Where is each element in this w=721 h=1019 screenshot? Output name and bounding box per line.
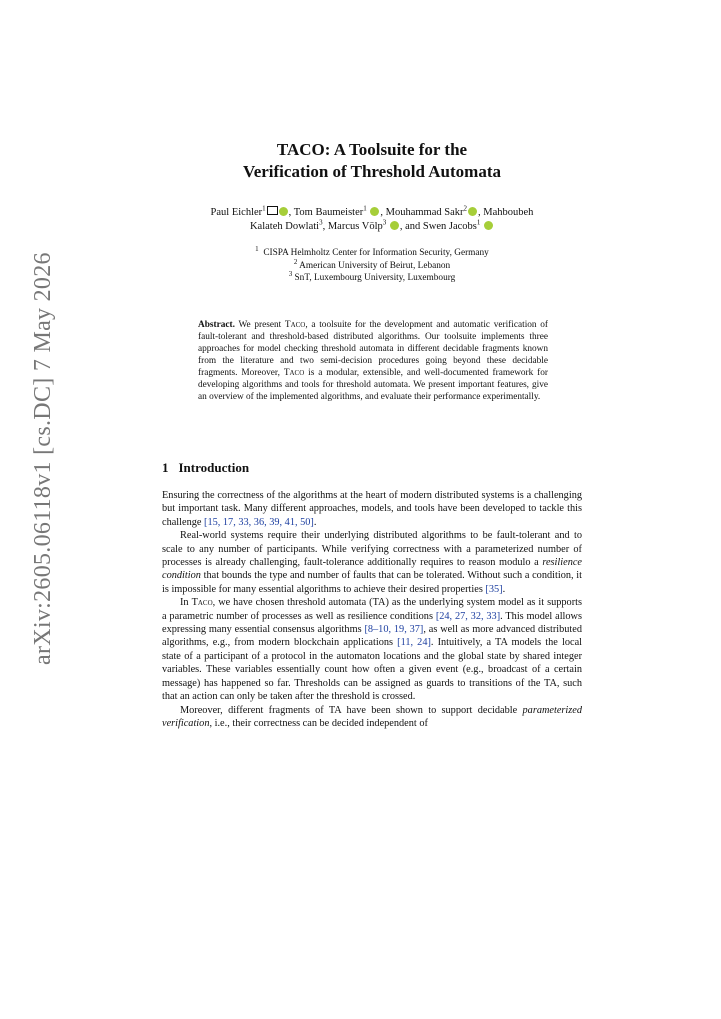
abstract-label: Abstract. [198,320,235,330]
orcid-icon[interactable] [370,207,379,216]
author-name: Marcus Völp [327,221,383,232]
section-heading [162,460,249,476]
paragraph-2: Real-world systems require their underlying distributed algorithms to be fault-tolerant and to scale to any number of participants. While verifying correctness with a parameterized number of processes is already challenging, fault-tolerance additionally requires to reason modulo a resilience condition that bounds the type and number of faults that can be tolerated. Without such a condition, it is impossible for many essential algorithms to achieve their desired properties [35]. [162,530,582,595]
author-name: Tom Baumeister [293,207,364,218]
orcid-icon[interactable] [279,207,288,216]
section-title: Introduction [178,460,250,475]
author-name: Mahboubeh [483,207,534,218]
author-name: Mouhammad Sakr [385,207,464,218]
abstract: Abstract. We present Taco, a toolsuite for the development and automatic verification of fault-tolerant and threshold-based distributed algorithms. Our toolsuite implements three approaches for model checking threshold automata in different decidable fragments known from the literature and two semi-decision procedures going beyond these decidable fragments. Moreover, Taco is a modular, extensible, and well-documented framework for developing algorithms and tools for threshold automata. We present important features, give an overview of the implemented algorithms, and evaluate their performance experimentally. [198,320,549,402]
author-name: and Swen Jacobs [405,221,477,232]
citation-link[interactable]: [24, 27, 32, 33] [435,610,501,622]
author-name: Kalateh Dowlati [249,221,320,232]
citation-link[interactable]: [11, 24] [397,637,431,649]
affiliations [162,244,582,285]
affiliation-1: $^1$ CISPA Helmholtz Center for Information Security, Germany [255,244,489,258]
affiliation-2: $^2$ American University of Beirut, Lebanon [293,257,451,271]
affiliation-3: $^3$ SnT, Luxembourg University, Luxembourg [288,269,456,283]
citation-link[interactable]: [8–10, 19, 37] [364,624,424,636]
paragraph-3: In Taco, we have chosen threshold automata (TA) as the underlying system model as it supports a parametric number of processes as well as resilience conditions [24, 27, 32, 33]. This model allows expressing many essential consensus algorithms [8–10, 19, 37], as well as more advanced distributed algorithms, e.g., from modern blockchain applications [11, 24]. Intuitively, a TA models the local state of a participant of a protocol in the automaton locations and the global state by shared integer variables. These variables essentially count how often a given event (e.g., broadcast of a certain message) has happened so far. Thresholds can be assigned as guards to transitions of the TA, such that an action can only be taken after the threshold is crossed. [162,597,583,703]
citation-link[interactable]: [15, 17, 33, 36, 39, 41, 50] [204,516,314,528]
orcid-icon[interactable] [484,221,493,230]
arxiv-identifier: arXiv:2605.06118v1 [cs.DC] 7 May 2026 [30,252,56,665]
orcid-icon[interactable] [468,207,477,216]
title-line-1: TACO: A Toolsuite for the [276,140,468,159]
title-line-2: Verification of Threshold Automata [242,162,501,181]
section-number: 1 [162,460,169,475]
citation-link[interactable]: [35] [485,583,503,595]
envelope-icon[interactable] [267,206,278,215]
paragraph-4: Moreover, different fragments of TA have been shown to support decidable parameterized verification, i.e., their correctness can be decided independent of [162,704,582,729]
orcid-icon[interactable] [390,221,399,230]
author-list: Paul Eichler$^1$ , Tom Baumeister$^1$ , Mouhammad Sakr$^2$ , Mahboubeh Kalateh Dowlati$^3$, Marcus Völp$^3$ , and Swen Jacobs$^1$ [210,204,534,232]
author-name: Paul Eichler [210,207,263,218]
paper-title [162,139,582,183]
paragraph-1: Ensuring the correctness of the algorithms at the heart of modern distributed systems is a challenging but important task. Many different approaches, models, and tools have been developed to tackle this challenge [15, 17, 33, 36, 39, 41, 50]. [162,490,582,528]
body-text [162,489,582,730]
